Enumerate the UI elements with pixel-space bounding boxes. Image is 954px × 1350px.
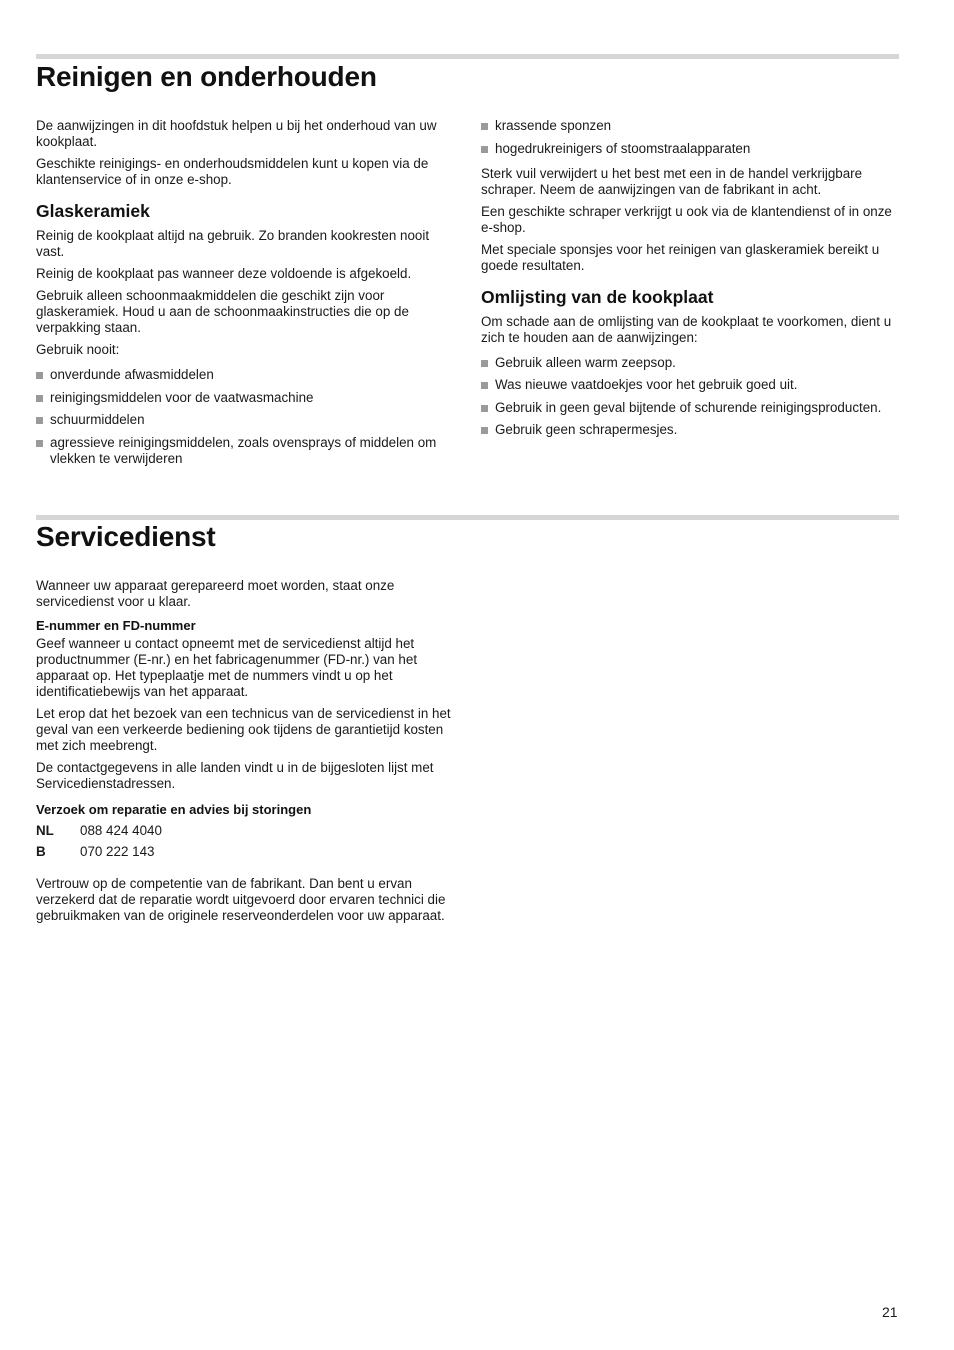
phone-row <box>36 841 461 862</box>
list-item: hogedrukreinigers of stoomstraalapparaten <box>481 141 899 157</box>
list-item: krassende sponzen <box>481 118 899 134</box>
square-bullet-icon <box>481 146 488 153</box>
paragraph: Sterk vuil verwijdert u het best met een in de handel verkrijgbare schraper. Neem de aanwijzingen van de fabrikant in acht. <box>481 165 863 197</box>
subsection-heading: Omlijsting van de kookplaat <box>481 286 714 307</box>
square-bullet-icon <box>36 417 43 424</box>
section-divider <box>36 515 899 520</box>
paragraph: Geef wanneer u contact opneemt met de servicedienst altijd het productnummer (E-nr.) en het fabricagenummer (FD-nr.) van het apparaat op. Het typeplaatje met de nummers vindt u op het identificatiebewijs van het apparaat. <box>36 636 418 699</box>
square-bullet-icon <box>36 372 43 379</box>
list-item: Gebruik in geen geval bijtende of schurende reinigingsproducten. <box>481 400 899 416</box>
list-item: Was nieuwe vaatdoekjes voor het gebruik goed uit. <box>481 377 899 393</box>
square-bullet-icon <box>481 123 488 130</box>
list-item: reinigingsmiddelen voor de vaatwasmachine <box>36 390 461 406</box>
section-title: Servicedienst <box>36 521 216 552</box>
country-code: B <box>36 844 46 859</box>
service-column <box>36 578 461 930</box>
left-column <box>36 118 461 473</box>
paragraph: Reinig de kookplaat pas wanneer deze voldoende is afgekoeld. <box>36 266 412 281</box>
list-item: onverdunde afwasmiddelen <box>36 367 461 383</box>
list-item: schuurmiddelen <box>36 412 461 428</box>
section-title: Reinigen en onderhouden <box>36 61 377 92</box>
paragraph: Reinig de kookplaat altijd na gebruik. Zo branden kookresten nooit vast. <box>36 228 430 259</box>
square-bullet-icon <box>481 405 488 412</box>
paragraph: Vertrouw op de competentie van de fabrikant. Dan bent u ervan verzekerd dat de reparatie wordt uitgevoerd door ervaren technici die gebruikmaken van de originele reserveonderdelen voor uw apparaat. <box>36 876 446 923</box>
page-number: 21 <box>882 1304 898 1320</box>
section-divider <box>36 54 899 59</box>
phone-number: 088 424 4040 <box>80 823 162 838</box>
square-bullet-icon <box>36 395 43 402</box>
paragraph: Met speciale sponsjes voor het reinigen van glaskeramiek bereikt u goede resultaten. <box>481 241 880 273</box>
square-bullet-icon <box>481 360 488 367</box>
subsection-heading: Verzoek om reparatie en advies bij storingen <box>36 802 312 817</box>
never-use-list <box>36 367 461 467</box>
subsection-heading: Glaskeramiek <box>36 201 150 221</box>
square-bullet-icon <box>481 427 488 434</box>
right-column <box>481 118 899 445</box>
paragraph: Gebruik nooit: <box>36 342 120 357</box>
paragraph: Let erop dat het bezoek van een technicus van de servicedienst in het geval van een verkeerde bediening ook tijdens de garantietijd kosten met zich meebrengt. <box>36 706 451 753</box>
square-bullet-icon <box>36 440 43 447</box>
phone-number: 070 222 143 <box>80 844 155 859</box>
country-code: NL <box>36 823 54 838</box>
never-use-list-continued <box>481 118 899 157</box>
intro-paragraph: De aanwijzingen in dit hoofdstuk helpen u bij het onderhoud van uw kookplaat. <box>36 118 437 149</box>
intro-paragraph: Geschikte reinigings- en onderhoudsmiddelen kunt u kopen via de klantenservice of in onze e-shop. <box>36 156 429 187</box>
intro-paragraph: Wanneer uw apparaat gerepareerd moet worden, staat onze servicedienst voor u klaar. <box>36 578 395 609</box>
list-item: Gebruik alleen warm zeepsop. <box>481 355 899 371</box>
subsection-heading: E-nummer en FD-nummer <box>36 618 196 633</box>
list-item: agressieve reinigingsmiddelen, zoals ovensprays of middelen om vlekken te verwijderen <box>36 435 461 467</box>
paragraph: De contactgegevens in alle landen vindt u in de bijgesloten lijst met Servicedienstadressen. <box>36 760 434 791</box>
list-item: Gebruik geen schrapermesjes. <box>481 422 899 438</box>
frame-care-list <box>481 355 899 439</box>
paragraph: Om schade aan de omlijsting van de kookplaat te voorkomen, dient u zich te houden aan de aanwijzingen: <box>481 313 892 345</box>
paragraph: Een geschikte schraper verkrijgt u ook via de klantendienst of in onze e-shop. <box>481 203 892 235</box>
square-bullet-icon <box>481 382 488 389</box>
paragraph: Gebruik alleen schoonmaakmiddelen die geschikt zijn voor glaskeramiek. Houd u aan de schoonmaakinstructies die op de verpakking staan. <box>36 288 409 335</box>
phone-row <box>36 820 461 841</box>
